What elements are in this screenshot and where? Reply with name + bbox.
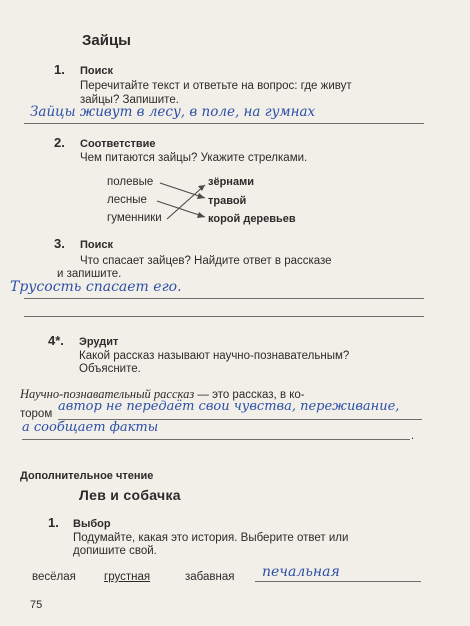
- arrow-forest-to-bark: [157, 201, 205, 217]
- task1-number: 1.: [54, 62, 65, 77]
- task1-heading: Поиск: [80, 65, 114, 77]
- task5-question-line1: Подумайте, какая это история. Выберите ответ или: [73, 532, 349, 544]
- task4-definition-line2: тором: [20, 408, 53, 420]
- option-cheerful: весёлая: [32, 571, 76, 583]
- task4-heading: Эрудит: [79, 336, 119, 348]
- match-right-1: зёрнами: [208, 176, 254, 188]
- task2-heading: Соответствие: [80, 138, 156, 150]
- task2-instruction: Чем питаются зайцы? Укажите стрелками.: [80, 152, 308, 164]
- task5-number: 1.: [48, 515, 59, 530]
- page-number: 75: [30, 599, 43, 611]
- story-title: Лев и собачка: [79, 487, 181, 503]
- task1-question-line1: Перечитайте текст и ответьте на вопрос: где живут: [80, 80, 352, 92]
- section-heading: Дополнительное чтение: [20, 470, 154, 482]
- page-title: Зайцы: [82, 32, 131, 49]
- task5-question-line2: допишите свой.: [73, 545, 157, 557]
- task5-answer-line: [255, 581, 421, 582]
- task2-number: 2.: [54, 135, 65, 150]
- task4-end-dot: .: [411, 430, 415, 442]
- task5-answer: печальная: [262, 564, 340, 580]
- task3-number: 3.: [54, 236, 65, 251]
- definition-term: Научно-познавательный рассказ: [20, 387, 195, 401]
- task3-answer-line-2: [24, 316, 424, 317]
- match-right-2: травой: [208, 195, 247, 207]
- match-left-2: лесные: [107, 194, 147, 206]
- task4-answer-1: автор не передаёт свои чувства, переживание,: [58, 399, 400, 414]
- task3-answer: Трусость спасает его.: [10, 279, 182, 295]
- task4-question-line1: Какой рассказ называют научно-познавательным?: [79, 350, 350, 362]
- option-funny: забавная: [185, 571, 235, 583]
- match-left-3: гуменники: [107, 212, 162, 224]
- option-sad: грустная: [104, 571, 151, 583]
- task4-question-line2: Объясните.: [79, 363, 141, 375]
- task3-question-line2: и запишите.: [57, 268, 122, 280]
- task3-question-line1: Что спасает зайцев? Найдите ответ в рассказе: [80, 255, 332, 267]
- task3-answer-line-1: [24, 298, 424, 299]
- task4-answer-2: а сообщает факты: [22, 420, 159, 435]
- task5-heading: Выбор: [73, 518, 111, 530]
- task1-question-line2: зайцы? Запишите.: [80, 94, 179, 106]
- task3-heading: Поиск: [80, 239, 114, 251]
- match-right-3: корой деревьев: [208, 213, 296, 225]
- task1-answer: Зайцы живут в лесу, в поле, на гумнах: [30, 104, 316, 120]
- match-left-1: полевые: [107, 176, 154, 188]
- task4-answer-line-2: [22, 439, 410, 440]
- task4-number: 4*.: [48, 333, 64, 348]
- definition-text: — это рассказ, в ко-: [194, 389, 305, 401]
